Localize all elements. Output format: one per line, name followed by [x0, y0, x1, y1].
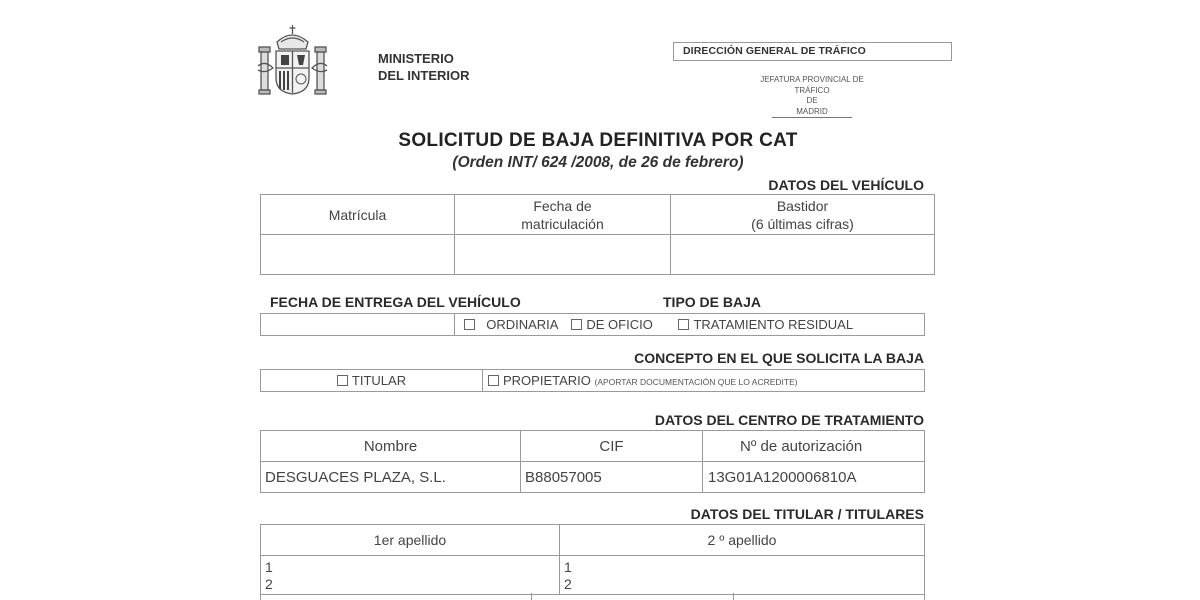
option-de-oficio[interactable]: DE OFICIO	[571, 317, 652, 332]
checkbox-icon[interactable]	[571, 319, 582, 330]
centro-header-nombre: Nombre	[261, 431, 521, 462]
titular-next-row	[260, 593, 925, 600]
vehicle-header-fecha: Fecha de matriculación	[455, 195, 671, 235]
tipo-baja-options	[455, 314, 925, 336]
matricula-input[interactable]	[261, 235, 455, 275]
vehicle-table	[260, 194, 935, 275]
concepto-table	[260, 369, 925, 392]
option-tratamiento-residual[interactable]: TRATAMIENTO RESIDUAL	[678, 317, 853, 332]
option-ordinaria[interactable]: ORDINARIA	[464, 317, 558, 332]
apellido1-input[interactable]: 1 2	[261, 556, 560, 595]
ministry-line2: DEL INTERIOR	[378, 68, 470, 83]
tipo-baja-section-title: TIPO DE BAJA	[663, 294, 762, 310]
titular-section-title: DATOS DEL TITULAR / TITULARES	[690, 506, 924, 522]
jefatura-line2: TRÁFICO	[794, 85, 830, 95]
propietario-note: (APORTAR DOCUMENTACIÓN QUE LO ACREDITE)	[594, 377, 798, 387]
checkbox-icon[interactable]	[337, 375, 348, 386]
ministry-line1: MINISTERIO	[378, 51, 454, 66]
delivery-tipo-table	[260, 313, 925, 336]
concepto-section-title: CONCEPTO EN EL QUE SOLICITA LA BAJA	[634, 350, 924, 366]
dgt-heading-box: DIRECCIÓN GENERAL DE TRÁFICO	[673, 42, 952, 61]
spain-coat-of-arms-icon	[255, 22, 330, 98]
document-subtitle: (Orden INT/ 624 /2008, de 26 de febrero)	[452, 154, 744, 171]
option-propietario[interactable]: PROPIETARIO (APORTAR DOCUMENTACIÓN QUE LO ACREDITE)	[483, 370, 925, 392]
vehicle-header-bastidor: Bastidor (6 últimas cifras)	[671, 195, 935, 235]
fecha-matriculacion-input[interactable]	[455, 235, 671, 275]
jefatura-provincial	[742, 75, 882, 118]
centro-cif-value[interactable]: B88057005	[521, 462, 703, 493]
checkbox-icon[interactable]	[678, 319, 689, 330]
centro-header-cif: CIF	[521, 431, 703, 462]
centro-autorizacion-value[interactable]: 13G01A1200006810A	[703, 462, 925, 493]
jefatura-line1: JEFATURA PROVINCIAL DE	[760, 75, 864, 84]
divider	[733, 593, 734, 600]
checkbox-icon[interactable]	[488, 375, 499, 386]
centro-table	[260, 430, 925, 493]
vehicle-section-title: DATOS DEL VEHÍCULO	[768, 177, 924, 193]
centro-header-autorizacion: Nº de autorización	[703, 431, 925, 462]
option-titular[interactable]: TITULAR	[261, 370, 483, 392]
document-title: SOLICITUD DE BAJA DEFINITIVA POR CAT	[398, 130, 798, 151]
titular-table	[260, 524, 925, 595]
titular-header-apellido1: 1er apellido	[261, 525, 560, 556]
vehicle-header-matricula: Matrícula	[261, 195, 455, 235]
fecha-entrega-input[interactable]	[261, 314, 455, 336]
apellido2-input[interactable]: 1 2	[560, 556, 925, 595]
centro-nombre-value[interactable]: DESGUACES PLAZA, S.L.	[261, 462, 521, 493]
centro-section-title: DATOS DEL CENTRO DE TRATAMIENTO	[654, 412, 924, 428]
jefatura-province: MADRID	[772, 107, 852, 119]
divider	[531, 593, 532, 600]
ministry-name	[378, 50, 470, 84]
jefatura-line3: DE	[806, 96, 818, 105]
bastidor-input[interactable]	[671, 235, 935, 275]
checkbox-icon[interactable]	[464, 319, 475, 330]
delivery-section-title: FECHA DE ENTREGA DEL VEHÍCULO	[270, 294, 521, 310]
titular-header-apellido2: 2 º apellido	[560, 525, 925, 556]
